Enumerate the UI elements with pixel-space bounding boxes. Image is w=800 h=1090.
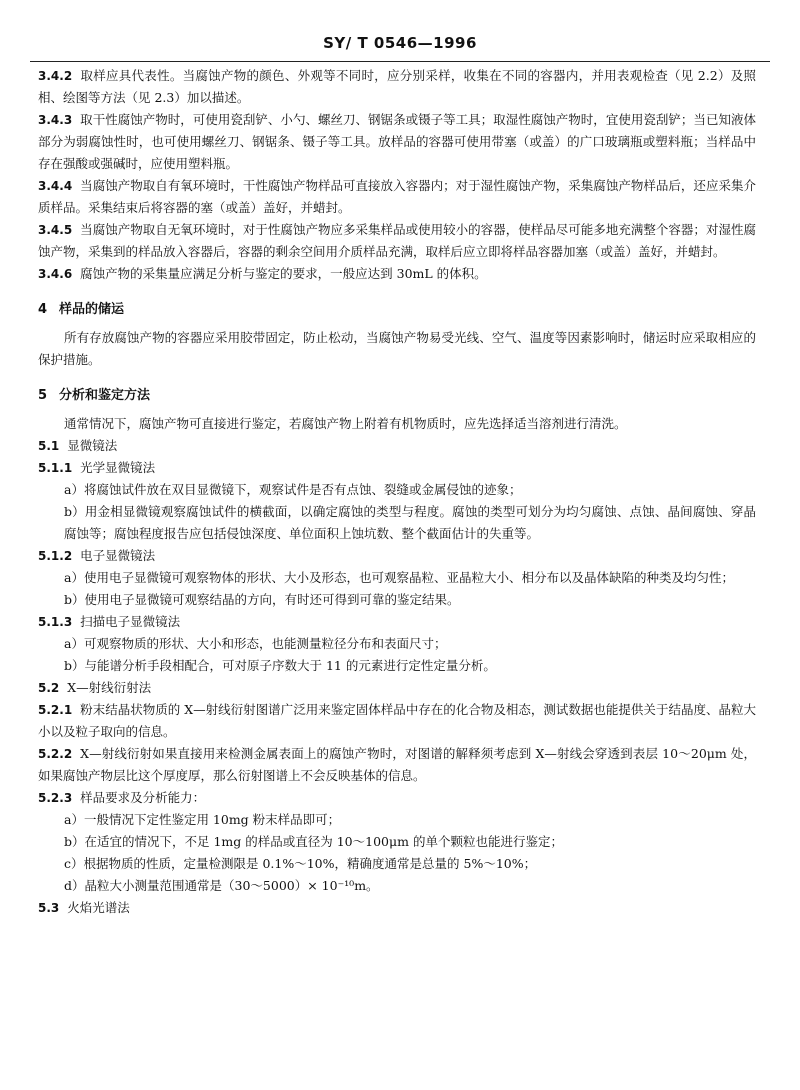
page-content bbox=[38, 65, 756, 919]
section-5-1-1-heading: 5.1.1 光学显微镜法 bbox=[38, 460, 156, 475]
list-item: a）将腐蚀试件放在双目显微镜下，观察试件是否有点蚀、裂缝或金属侵蚀的迹象； bbox=[64, 482, 522, 497]
list-item: c）根据物质的性质，定量检测限是 0.1%～10%，精确度通常是总量的 5%～10%； bbox=[64, 856, 537, 871]
section-5-3-heading: 5.3 火焰光谱法 bbox=[38, 900, 130, 915]
list-item: a）使用电子显微镜可观察物体的形状、大小及形态，也可观察晶粒、亚晶粒大小、相分布以及晶体缺陷的种类及均匀性； bbox=[64, 570, 734, 585]
section-5-body: 通常情况下，腐蚀产物可直接进行鉴定，若腐蚀产物上附着有机物质时，应先选择适当溶剂进行清洗。 bbox=[64, 416, 627, 431]
section-5-1-2-heading: 5.1.2 电子显微镜法 bbox=[38, 548, 156, 563]
list-item: a）可观察物质的形状、大小和形态，也能测量粒径分布和表面尺寸； bbox=[64, 636, 447, 651]
section-5-heading: 5 分析和鉴定方法 bbox=[38, 388, 151, 403]
section-5-2-heading: 5.2 X—射线衍射法 bbox=[38, 680, 152, 695]
section-5-2-3-heading: 5.2.3 样品要求及分析能力： bbox=[38, 790, 206, 805]
clause-5-2-1: 5.2.1 粉末结晶状物质的 X—射线衍射图谱广泛用来鉴定固体样品中存在的化合物及相态，测试数据也能提供关于结晶度、晶粒大小以及粒子取向的信息。 bbox=[38, 702, 756, 739]
clause-3-4-3: 3.4.3 取干性腐蚀产物时，可使用瓷刮铲、小勺、螺丝刀、钢锯条或镊子等工具；取湿性腐蚀产物时，宜使用瓷刮铲；当已知液体部分为弱腐蚀性时，也可使用螺丝刀、钢锯条、镊子等工具。放样品的容器可使用带塞（或盖）的广口玻璃瓶或塑料瓶；当样品中存在强酸或强碱时，应使用塑料瓶。 bbox=[38, 112, 756, 171]
clause-3-4-5: 3.4.5 当腐蚀产物取自无氧环境时，对于性腐蚀产物应多采集样品或使用较小的容器，使样品尽可能多地充满整个容器；对湿性腐蚀产物，采集到的样品放入容器后，容器的剩余空间用介质样品充满，取样后应立即将样品容器加塞（或盖）盖好，并蜡封。 bbox=[38, 222, 756, 259]
clause-3-4-2: 3.4.2 取样应具代表性。当腐蚀产物的颜色、外观等不同时，应分别采样，收集在不同的容器内，并用表观检查（见 2.2）及照相、绘图等方法（见 2.3）加以描述。 bbox=[38, 68, 756, 105]
list-item: b）与能谱分析手段相配合，可对原子序数大于 11 的元素进行定性定量分析。 bbox=[64, 658, 496, 673]
list-item: b）使用电子显微镜可观察结晶的方向，有时还可得到可靠的鉴定结果。 bbox=[64, 592, 460, 607]
page-header: SY/ T 0546—1996 bbox=[323, 34, 477, 52]
section-5-1-heading: 5.1 显微镜法 bbox=[38, 438, 118, 453]
section-4-body: 所有存放腐蚀产物的容器应采用胶带固定，防止松动，当腐蚀产物易受光线、空气、温度等因素影响时，储运时应采取相应的保护措施。 bbox=[38, 330, 756, 367]
list-item: a）一般情况下定性鉴定用 10mg 粉末样品即可； bbox=[64, 812, 341, 827]
list-item: b）在适宜的情况下，不足 1mg 的样品或直径为 10～100μm 的单个颗粒也能进行鉴定； bbox=[64, 834, 563, 849]
list-item: d）晶粒大小测量范围通常是（30～5000）× 10⁻¹⁰m。 bbox=[64, 878, 379, 893]
clause-3-4-6: 3.4.6 腐蚀产物的采集量应满足分析与鉴定的要求，一般应达到 30mL 的体积。 bbox=[38, 266, 487, 281]
section-4-heading: 4 样品的储运 bbox=[38, 302, 125, 317]
clause-5-2-2: 5.2.2 X—射线衍射如果直接用来检测金属表面上的腐蚀产物时，对图谱的解释须考虑到 X—射线会穿透到表层 10～20μm 处，如果腐蚀产物层比这个厚度厚，那么衍射图谱上不会反映基体的信息。 bbox=[38, 746, 756, 783]
section-5-1-3-heading: 5.1.3 扫描电子显微镜法 bbox=[38, 614, 181, 629]
list-item: b）用金相显微镜观察腐蚀试件的横截面，以确定腐蚀的类型与程度。腐蚀的类型可划分为均匀腐蚀、点蚀、晶间腐蚀、穿晶腐蚀等；腐蚀程度报告应包括侵蚀深度、单位面积上蚀坑数、整个截面估计的失重等。 bbox=[64, 504, 756, 541]
clause-3-4-4: 3.4.4 当腐蚀产物取自有氧环境时，干性腐蚀产物样品可直接放入容器内；对于湿性腐蚀产物，采集腐蚀产物样品后，还应采集介质样品。采集结束后将容器的塞（或盖）盖好，并蜡封。 bbox=[38, 178, 756, 215]
header-rule bbox=[30, 61, 770, 62]
